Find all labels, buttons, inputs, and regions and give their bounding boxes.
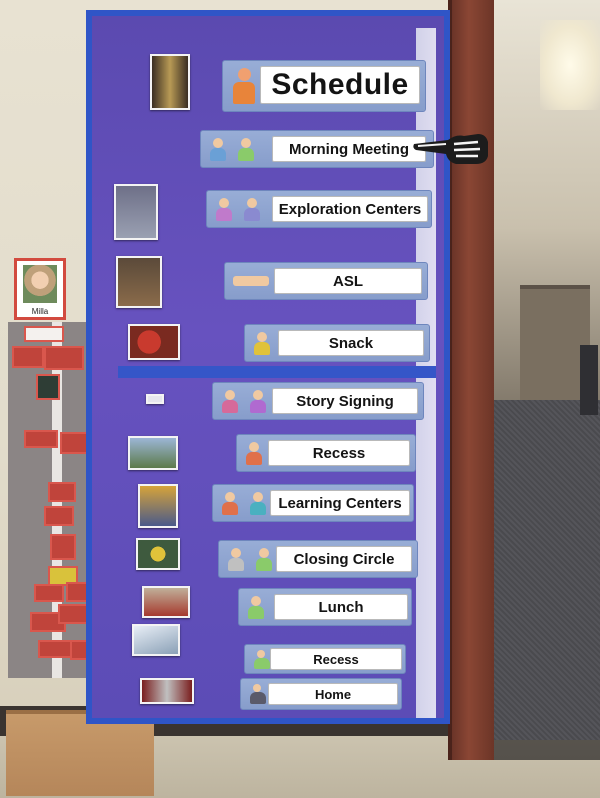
hand-sign-icon (231, 268, 271, 294)
person-icon (253, 546, 275, 572)
board-divider (118, 366, 436, 378)
schedule-item-label: ASL (274, 268, 422, 294)
schedule-item-label: Closing Circle (276, 546, 412, 572)
room-light (540, 20, 600, 110)
person-icon (241, 196, 263, 222)
thumb-photo (140, 678, 194, 704)
person-icon (245, 594, 267, 620)
strip-card (36, 374, 60, 400)
person-icon (251, 330, 273, 356)
person-icon (225, 546, 247, 572)
doorframe (452, 0, 494, 760)
strip-card (24, 326, 64, 342)
student-name: Milla (31, 307, 49, 316)
schedule-title: Schedule (260, 66, 420, 104)
schedule-item-label: Recess (270, 648, 402, 670)
pointing-hand-icon (412, 128, 490, 166)
thumb-photo (114, 184, 158, 240)
schedule-item-label: Home (268, 683, 398, 705)
person-icon (243, 440, 265, 466)
schedule-item-label: Exploration Centers (272, 196, 428, 222)
person-icon (247, 388, 269, 414)
student-name-card (14, 258, 66, 320)
person-icon (247, 490, 269, 516)
thumb-photo (142, 586, 190, 618)
strip-card (48, 482, 76, 502)
thumb-photo (128, 324, 180, 360)
strip-card (12, 346, 44, 368)
thumb-photo (138, 484, 178, 528)
strip-card (44, 346, 84, 370)
thumb-photo (150, 54, 190, 110)
strip-card (44, 506, 74, 526)
thumb-photo (132, 624, 180, 656)
schedule-item-label: Snack (278, 330, 424, 356)
schedule-item-label: Morning Meeting (272, 136, 426, 162)
person-icon (219, 388, 241, 414)
room-bin (580, 345, 598, 415)
strip-card (24, 430, 58, 448)
schedule-item-label: Learning Centers (270, 490, 410, 516)
strip-card (38, 640, 72, 658)
schedule-item-label: Lunch (274, 594, 408, 620)
thumb-photo (136, 538, 180, 570)
thumb-photo (128, 436, 178, 470)
person-icon (229, 66, 259, 106)
person-icon (219, 490, 241, 516)
room-carpet (494, 400, 600, 740)
person-icon (235, 136, 257, 162)
student-photo (23, 265, 57, 303)
person-icon (207, 136, 229, 162)
schedule-item-label: Recess (268, 440, 410, 466)
thumb-photo (146, 394, 164, 404)
strip-card (34, 584, 64, 602)
thumb-photo (116, 256, 162, 308)
strip-card (50, 534, 76, 560)
person-icon (247, 682, 269, 706)
schedule-item-label: Story Signing (272, 388, 418, 414)
person-icon (213, 196, 235, 222)
